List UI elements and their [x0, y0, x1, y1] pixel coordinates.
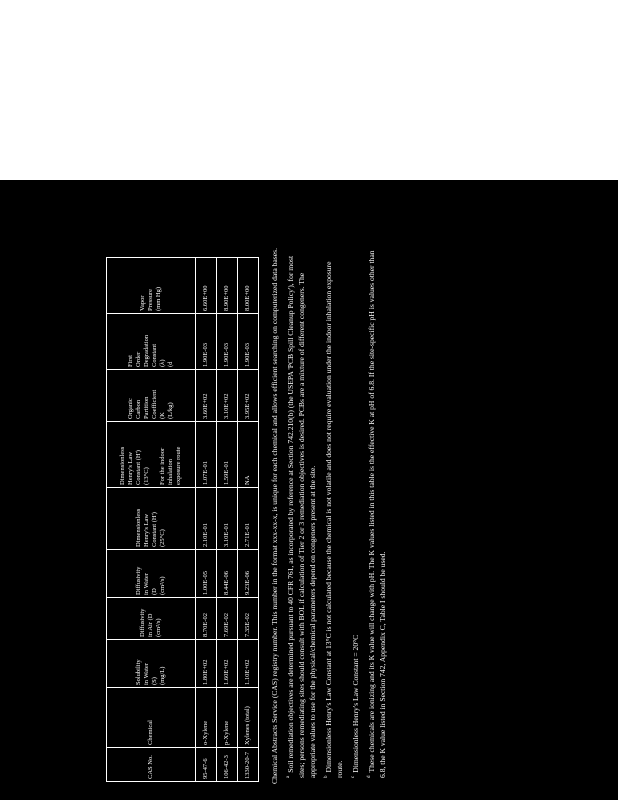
table-row [196, 258, 217, 782]
column-header [107, 370, 196, 422]
column-header [107, 748, 196, 782]
column-header-line: Constant (H') [134, 450, 142, 485]
footnote-intro: Chemical Abstracts Service (CAS) registry number. This number in the format xxx-xx-x, is unique for each chemical and allows efficient searching on computerized data bases. [270, 248, 279, 784]
footnote-d: $^d$These chemicals are ionizing and its K value will change with pH. The K values listed in this table is the effective K at pH of 6.8. If the site-specific pH is values other than 6.8, the K value listed in Section 742, Appendix C, Table I should be used. [367, 250, 387, 778]
table-cell: 1.00E-05 [196, 550, 217, 598]
table-cell: 3.60E+02 [196, 370, 217, 422]
table-cell: 7.35E-02 [238, 598, 259, 640]
column-header [107, 258, 196, 314]
table-cell: 1.90E-03 [217, 314, 238, 370]
table-cell: 1330-20-7 [238, 748, 259, 782]
column-header [107, 488, 196, 550]
chemical-properties-table [106, 257, 259, 782]
column-header-line: in Air (D [146, 613, 154, 637]
table-cell: Xylenes (total) [238, 688, 259, 748]
table-cell: 1.80E+02 [196, 640, 217, 688]
column-header-line: (25°C) [159, 529, 167, 547]
column-header-line: (cm²/s) [159, 576, 167, 595]
column-header-line: Carbon [134, 399, 142, 419]
column-header-line: Diffusivity [134, 566, 142, 595]
column-header-line: Solubility [134, 659, 142, 685]
scanned-page [0, 180, 618, 800]
column-header-line: in Water [142, 663, 150, 685]
column-header-line: Constant [151, 343, 158, 367]
column-header-line: Partition [142, 396, 150, 419]
column-header-line: First [126, 355, 134, 367]
column-header-line: (S) [151, 677, 158, 685]
table-row [217, 258, 238, 782]
table-cell: 1.10E+02 [238, 640, 259, 688]
column-header-line: Organic [126, 398, 134, 419]
table-cell: 2.10E-01 [196, 488, 217, 550]
column-header-line: Dimensionless [118, 446, 126, 485]
column-header [107, 598, 196, 640]
table-cell: 1.90E-03 [238, 314, 259, 370]
column-header [107, 550, 196, 598]
column-header-line: (cm²/s) [155, 618, 163, 637]
table-cell: 8.00E+00 [238, 258, 259, 314]
column-header-line: exposure route [175, 446, 183, 485]
table-cell: 1.60E+02 [217, 640, 238, 688]
column-header-line: Dimensionless [134, 508, 142, 547]
column-header-line: Degradation [142, 334, 150, 367]
table-cell: 6.60E+00 [196, 258, 217, 314]
table-cell: 8.44E-06 [217, 550, 238, 598]
table-cell: p-Xylene [217, 688, 238, 748]
table-cell: NA [238, 422, 259, 488]
column-header-line: For the indoor [159, 447, 167, 485]
column-header-line: CAS No. [146, 755, 154, 779]
table-row [238, 258, 259, 782]
column-header-line: (13°C) [142, 467, 150, 485]
column-header-line: (L/kg) [167, 402, 175, 419]
footnotes [269, 244, 388, 784]
column-header-line: (mg/L) [159, 666, 167, 685]
column-header-line [151, 424, 159, 485]
column-header-line: Henry's Law [142, 513, 150, 547]
table-cell: 1.90E-03 [196, 314, 217, 370]
rotated-content [106, 228, 614, 784]
column-header [107, 640, 196, 688]
column-header-line: (K [159, 412, 167, 419]
table-cell: 3.95E+02 [238, 370, 259, 422]
column-header-line: (mm Hg) [155, 286, 163, 311]
column-header-line: Diffusivity [138, 608, 146, 637]
table-cell: 106-42-3 [217, 748, 238, 782]
footnote-b: $^b$Dimensionless Henry's Law Constant at 13°C is not calculated because the chemical is not volatile and does not require evaluation under the indoor inhalation exposure route. [324, 261, 344, 778]
column-header-line: Constant (H') [151, 512, 158, 547]
column-header-line: Vapor [138, 295, 146, 311]
column-header-line: Order [134, 351, 142, 367]
table-cell: 3.10E-01 [217, 488, 238, 550]
column-header-line: Coefficient [151, 389, 158, 419]
table-cell: 8.90E+00 [217, 258, 238, 314]
footnote-a: $^a$Soil remediation objectives are determined pursuant to 40 CFR 761, as incorporated by reference at Section 742.210(b) (the USEPA 'PCB Spill Cleanup Policy'), for most sites; persons remediating sites should consult with BOL if calculation of Tier 2 or 3 remediation objectives is desired. PCBs are a mixture of different congeners. The appropriate values to use for the physical/chemical parameters depend on congeners present at the site. [286, 255, 317, 778]
column-header [107, 422, 196, 488]
column-header-line: inhalation [167, 459, 175, 485]
column-header-line: (D [151, 588, 158, 595]
column-header [107, 314, 196, 370]
column-header [107, 688, 196, 748]
table-cell: 9.23E-06 [238, 550, 259, 598]
table-cell: o-Xylene [196, 688, 217, 748]
table-cell: 1.07E-01 [196, 422, 217, 488]
table-cell: 95-47-6 [196, 748, 217, 782]
column-header-line: Chemical [146, 720, 154, 745]
footnote-c: $^c$Dimensionless Henry's Law Constant = 20°C [351, 634, 360, 778]
column-header-line: Henry's Law [126, 451, 134, 485]
column-header-line: in Water [142, 573, 150, 595]
table-header-row [107, 258, 196, 782]
table-cell: 1.59E-01 [217, 422, 238, 488]
table-cell: 8.70E-02 [196, 598, 217, 640]
table-cell: 3.10E+02 [217, 370, 238, 422]
column-header-line: Pressure [146, 288, 154, 311]
table-cell: 7.69E-02 [217, 598, 238, 640]
column-header-line: (d [167, 361, 175, 367]
column-header-line: (λ) [159, 359, 167, 367]
table-cell: 2.71E-01 [238, 488, 259, 550]
